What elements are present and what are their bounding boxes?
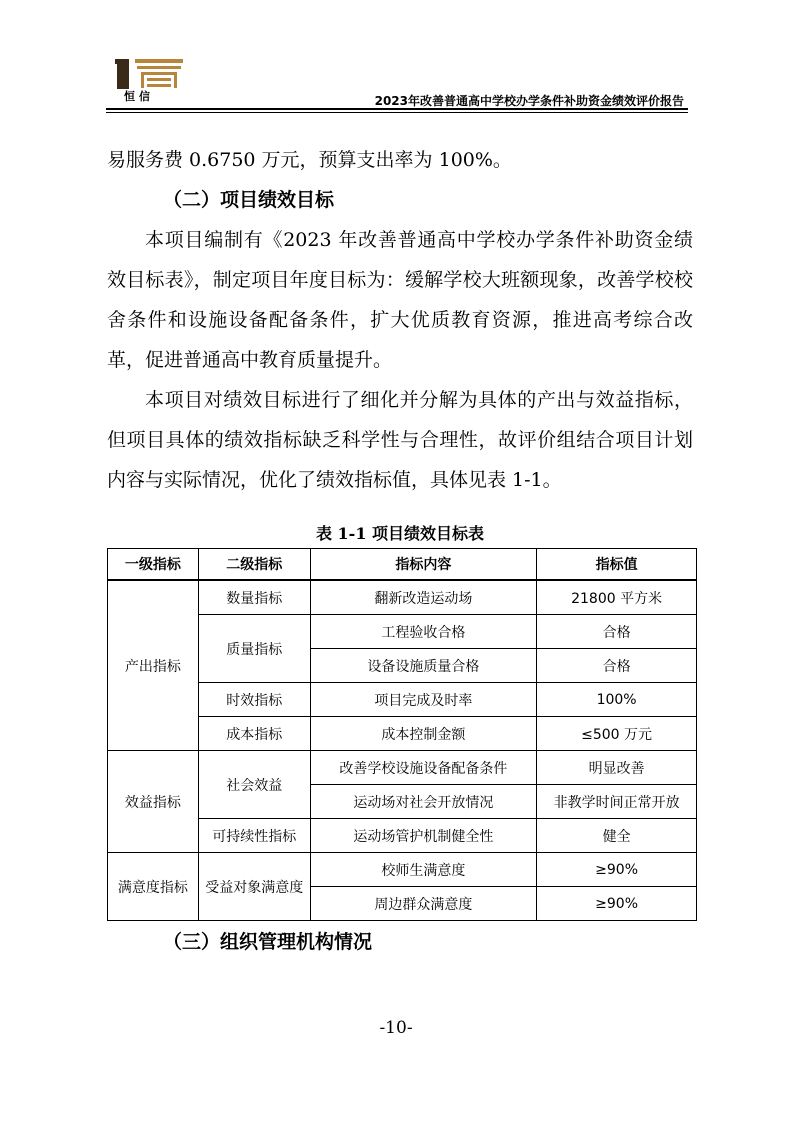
column-header: 指标内容 <box>310 549 537 581</box>
content-cell: 周边群众满意度 <box>310 887 537 921</box>
value-cell: ≥90% <box>537 887 697 921</box>
value-cell: ≥90% <box>537 853 697 887</box>
level2-cell: 时效指标 <box>198 683 310 717</box>
level2-cell: 数量指标 <box>198 580 310 615</box>
content-cell: 项目完成及时率 <box>310 683 537 717</box>
content-cell: 改善学校设施设备配备条件 <box>310 751 537 785</box>
column-header: 一级指标 <box>108 549 199 581</box>
column-header: 二级指标 <box>198 549 310 581</box>
table-row <box>108 580 697 615</box>
body-text-upper <box>107 140 693 500</box>
header-divider-thin <box>106 112 688 113</box>
content-cell: 校师生满意度 <box>310 853 537 887</box>
paragraph-targets: 本项目编制有《2023 年改善普通高中学校办学条件补助资金绩效目标表》，制定项目年度目标为：缓解学校大班额现象，改善学校校舍条件和设施设备配备条件，扩大优质教育资源，推进高考综合改革，促进普通高中教育质量提升。 <box>107 229 693 371</box>
performance-target-table <box>107 548 697 921</box>
level2-cell: 质量指标 <box>198 615 310 683</box>
value-cell: 合格 <box>537 615 697 649</box>
table-caption: 表 1-1 项目绩效目标表 <box>315 524 485 543</box>
level2-cell: 成本指标 <box>198 717 310 751</box>
level2-cell: 可持续性指标 <box>198 819 310 853</box>
value-cell: 21800 平方米 <box>537 580 697 615</box>
level1-cell: 产出指标 <box>108 580 199 751</box>
value-cell: 非教学时间正常开放 <box>537 785 697 819</box>
column-header: 指标值 <box>537 549 697 581</box>
body-text-lower <box>107 922 693 962</box>
level1-cell: 满意度指标 <box>108 853 199 921</box>
level1-cell: 效益指标 <box>108 751 199 853</box>
report-header-title: 2023年改善普通高中学校办学条件补助资金绩效评价报告 <box>374 94 684 108</box>
table-row <box>108 853 697 887</box>
value-cell: 合格 <box>537 649 697 683</box>
section-heading-targets: （二）项目绩效目标 <box>163 189 335 211</box>
content-cell: 运动场管护机制健全性 <box>310 819 537 853</box>
table-header-row <box>108 549 697 581</box>
section-heading-organization: （三）组织管理机构情况 <box>163 931 373 953</box>
content-cell: 工程验收合格 <box>310 615 537 649</box>
content-cell: 设备设施质量合格 <box>310 649 537 683</box>
header-divider <box>106 108 688 110</box>
content-cell: 成本控制金额 <box>310 717 537 751</box>
value-cell: ≤500 万元 <box>537 717 697 751</box>
logo-caption: 恒信 <box>124 90 154 103</box>
level2-cell: 受益对象满意度 <box>198 853 310 921</box>
value-cell: 健全 <box>537 819 697 853</box>
content-cell: 运动场对社会开放情况 <box>310 785 537 819</box>
paragraph-indicators: 本项目对绩效目标进行了细化并分解为具体的产出与效益指标，但项目具体的绩效指标缺乏科学性与合理性，故评价组结合项目计划内容与实际情况，优化了绩效指标值，具体见表 1-1。 <box>107 389 693 491</box>
value-cell: 明显改善 <box>537 751 697 785</box>
value-cell: 100% <box>537 683 697 717</box>
page-number: -10- <box>379 1018 413 1038</box>
intro-line: 易服务费 0.6750 万元，预算支出率为 100%。 <box>107 149 512 171</box>
level2-cell: 社会效益 <box>198 751 310 819</box>
table-row <box>108 751 697 785</box>
content-cell: 翻新改造运动场 <box>310 580 537 615</box>
